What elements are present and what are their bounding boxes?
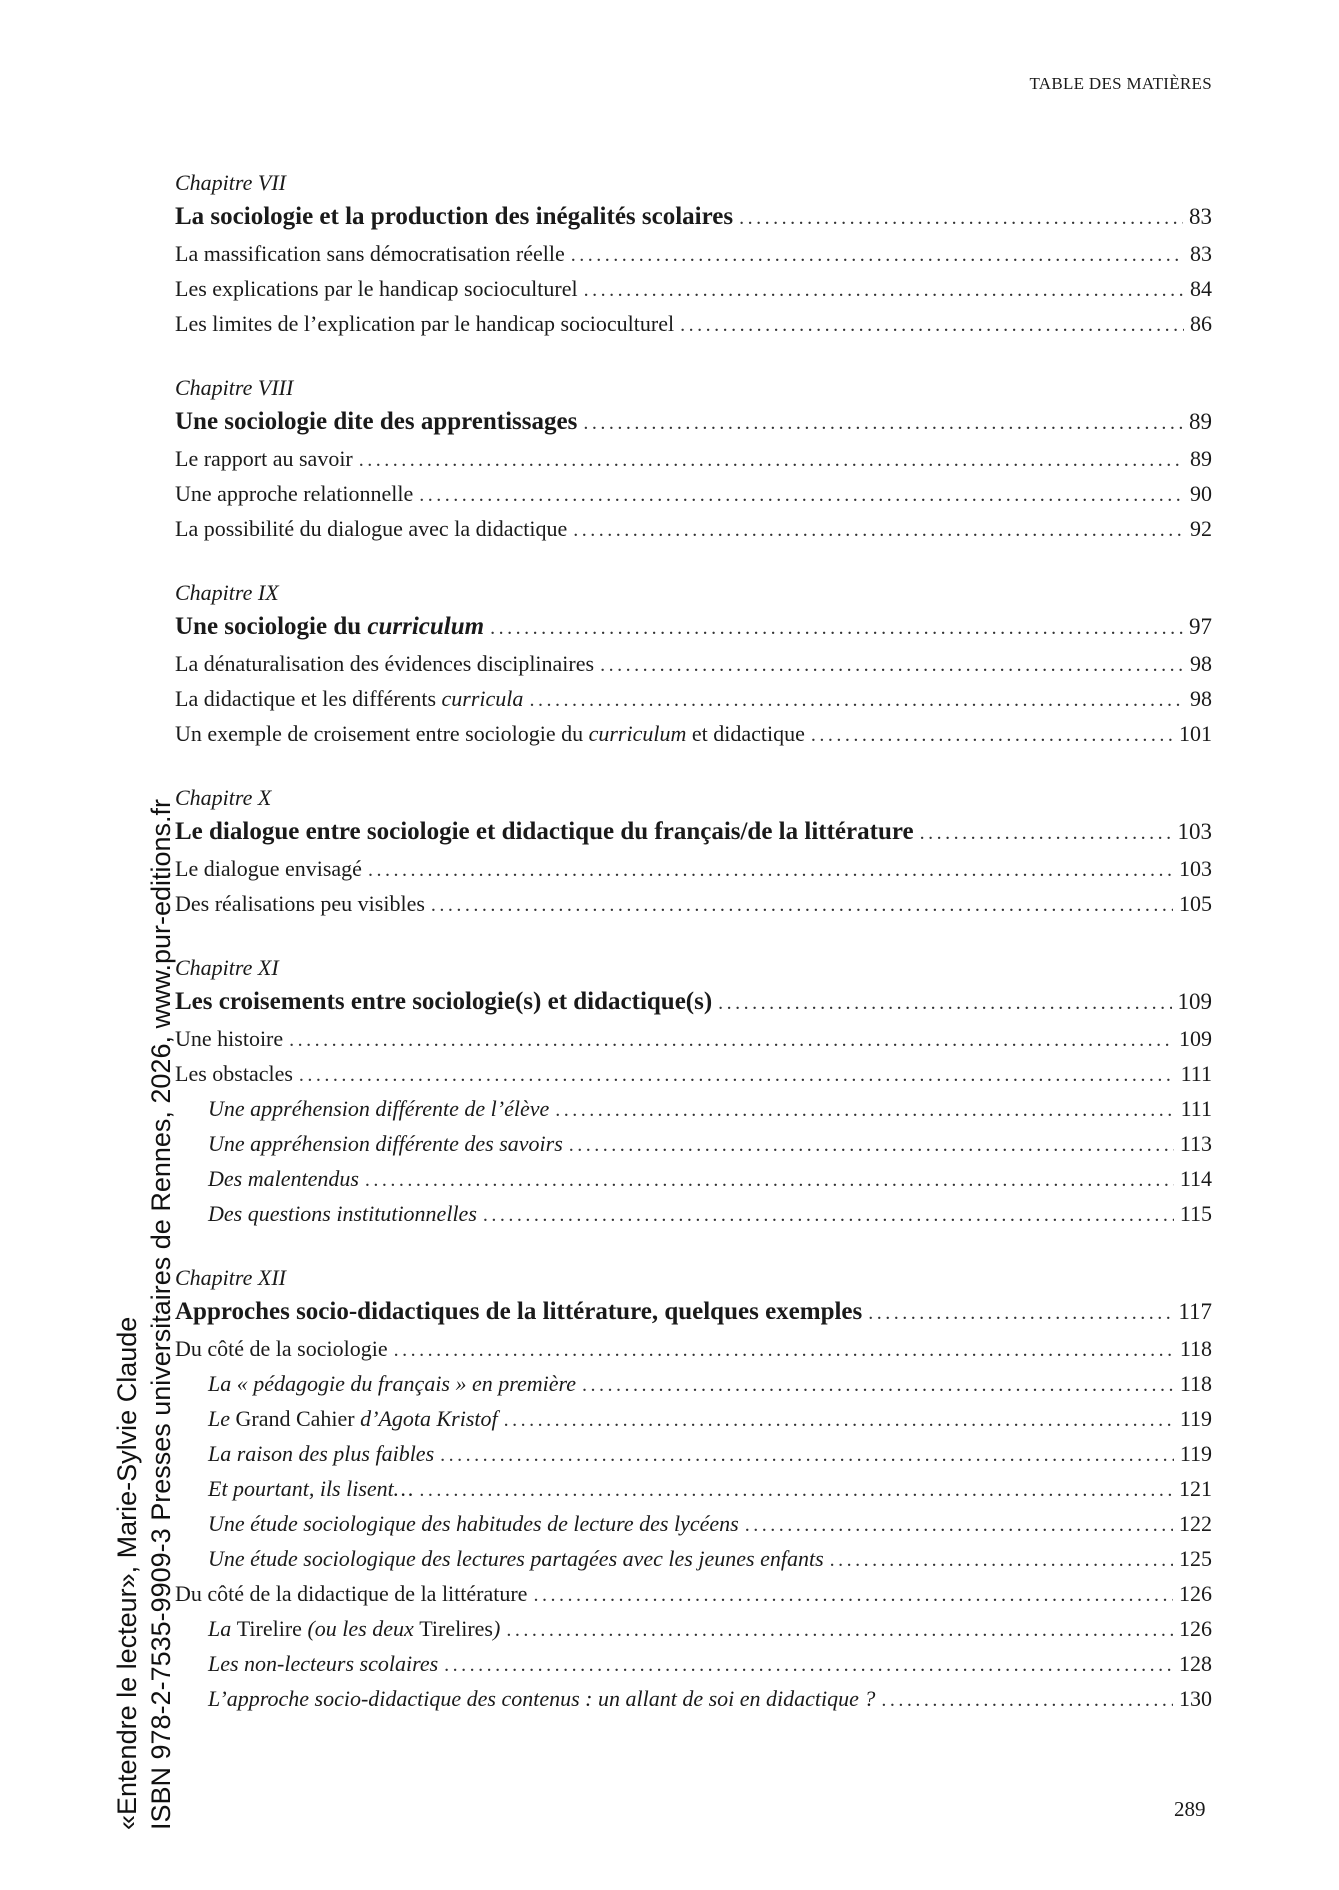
page-number: 117 xyxy=(1178,1299,1212,1324)
entry-title: La dénaturalisation des évidences disciplinaires xyxy=(175,651,595,676)
chapter-label: Chapitre X xyxy=(175,785,272,810)
page-number: 83 xyxy=(1190,241,1212,266)
dot-leader xyxy=(394,1333,1174,1368)
chapter-label: Chapitre VII xyxy=(175,170,286,195)
entry-title: Des questions institutionnelles xyxy=(208,1201,477,1226)
dot-leader xyxy=(739,199,1183,237)
entry-text: (ou les deux xyxy=(301,1616,420,1641)
page-number: 84 xyxy=(1190,276,1212,301)
toc-subentry[interactable] xyxy=(175,1646,1212,1681)
dot-leader xyxy=(811,718,1173,753)
entry-title: Une étude sociologique des habitudes de lecture des lycéens xyxy=(208,1511,739,1536)
chapter-title: Les croisements entre sociologie(s) et didactique(s) xyxy=(175,988,713,1015)
chapter-title-text: Une sociologie du xyxy=(175,613,368,640)
entry-text: d’Agota Kristof xyxy=(354,1406,498,1431)
toc-entry[interactable] xyxy=(175,886,1212,921)
entry-title xyxy=(208,1401,498,1436)
toc-entry[interactable] xyxy=(175,716,1212,751)
chapter-label: Chapitre XII xyxy=(175,1265,286,1290)
toc-entry[interactable] xyxy=(175,511,1212,546)
dot-leader xyxy=(299,1058,1175,1093)
dot-leader xyxy=(440,1438,1174,1473)
dot-leader xyxy=(745,1508,1173,1543)
dot-leader xyxy=(920,814,1172,852)
entry-title: Des malentendus xyxy=(208,1166,359,1191)
dot-leader xyxy=(569,1128,1174,1163)
toc-entry[interactable] xyxy=(175,646,1212,681)
page-number: 83 xyxy=(1189,204,1212,229)
toc-subentry[interactable] xyxy=(175,1126,1212,1161)
chapter-title xyxy=(175,608,484,646)
page-number: 109 xyxy=(1179,1026,1212,1051)
toc-entry[interactable] xyxy=(175,1576,1212,1611)
toc-subentry[interactable] xyxy=(175,1471,1212,1506)
toc-subentry[interactable] xyxy=(175,1366,1212,1401)
dot-leader xyxy=(573,513,1184,548)
dot-leader xyxy=(359,443,1184,478)
entry-title: Des réalisations peu visibles xyxy=(175,891,425,916)
chapter-title-emphasis: curriculum xyxy=(367,613,485,640)
table-of-contents xyxy=(175,168,1212,1748)
toc-subentry[interactable] xyxy=(175,1681,1212,1716)
toc-subentry[interactable] xyxy=(175,1401,1212,1436)
dot-leader xyxy=(506,1613,1173,1648)
entry-title: La raison des plus faibles xyxy=(208,1441,435,1466)
dot-leader xyxy=(830,1543,1173,1578)
entry-title: Et pourtant, ils lisent… xyxy=(208,1476,414,1501)
entry-title xyxy=(175,681,523,716)
page-number: 97 xyxy=(1189,614,1212,639)
page-number: 98 xyxy=(1190,686,1212,711)
dot-leader xyxy=(680,308,1184,343)
side-note-line: ISBN 978-2-7535-9909-3 Presses universitaires de Rennes, 2026, www.pur-editions.fr xyxy=(146,798,176,1830)
page-number: 109 xyxy=(1177,989,1212,1014)
page-number: 105 xyxy=(1179,891,1212,916)
page-number: 126 xyxy=(1179,1616,1212,1641)
page-number: 115 xyxy=(1179,1201,1212,1226)
page-number: 103 xyxy=(1179,856,1212,881)
dot-leader xyxy=(571,238,1184,273)
page-number: 119 xyxy=(1179,1441,1212,1466)
entry-emphasis: curricula xyxy=(441,686,524,711)
chapter-title-entry[interactable] xyxy=(175,983,1212,1021)
chapter-label: Chapitre XI xyxy=(175,955,279,980)
chapter-ix xyxy=(175,578,1212,751)
entry-title: La possibilité du dialogue avec la didactique xyxy=(175,516,568,541)
toc-entry[interactable] xyxy=(175,306,1212,341)
dot-leader xyxy=(490,609,1183,647)
entry-title: Les limites de l’explication par le handicap socioculturel xyxy=(175,311,675,336)
toc-entry[interactable] xyxy=(175,1021,1212,1056)
toc-subentry[interactable] xyxy=(175,1541,1212,1576)
dot-leader xyxy=(483,1198,1174,1233)
page-number: 113 xyxy=(1179,1131,1212,1156)
page-number: 118 xyxy=(1179,1336,1212,1361)
chapter-title-entry[interactable] xyxy=(175,608,1212,646)
dot-leader xyxy=(718,984,1171,1022)
page-number: 111 xyxy=(1180,1061,1212,1086)
chapter-x xyxy=(175,783,1212,921)
page-number: 118 xyxy=(1179,1371,1212,1396)
chapter-title-entry[interactable] xyxy=(175,198,1212,236)
entry-title: Le rapport au savoir xyxy=(175,446,353,471)
dot-leader xyxy=(419,478,1184,513)
dot-leader xyxy=(583,404,1183,442)
dot-leader xyxy=(582,1368,1174,1403)
entry-emphasis: Tirelires xyxy=(419,1616,493,1641)
running-head: TABLE DES MATIÈRES xyxy=(1029,74,1212,93)
page-number: 90 xyxy=(1190,481,1212,506)
chapter-xi xyxy=(175,953,1212,1231)
toc-entry[interactable] xyxy=(175,1331,1212,1366)
side-copyright-note xyxy=(110,799,178,1830)
toc-subentry[interactable] xyxy=(175,1611,1212,1646)
entry-text: La didactique et les différents xyxy=(175,686,442,711)
chapter-title-entry[interactable] xyxy=(175,1293,1212,1331)
toc-entry[interactable] xyxy=(175,476,1212,511)
entry-title: Une histoire xyxy=(175,1026,284,1051)
chapter-label: Chapitre IX xyxy=(175,580,279,605)
toc-entry[interactable] xyxy=(175,441,1212,476)
page-number: 86 xyxy=(1190,311,1212,336)
entry-title: Du côté de la sociologie xyxy=(175,1336,388,1361)
entry-text: La xyxy=(208,1616,237,1641)
entry-title: Les explications par le handicap socioculturel xyxy=(175,276,578,301)
entry-title: La « pédagogie du français » en première xyxy=(208,1371,577,1396)
entry-title xyxy=(175,716,805,751)
entry-text: ) xyxy=(492,1616,501,1641)
entry-title: Du côté de la didactique de la littérature xyxy=(175,1581,528,1606)
chapter-vii xyxy=(175,168,1212,341)
toc-subentry[interactable] xyxy=(175,1506,1212,1541)
dot-leader xyxy=(419,1473,1173,1508)
page-number: 89 xyxy=(1189,409,1212,434)
page-number: 111 xyxy=(1180,1096,1212,1121)
chapter-title: Le dialogue entre sociologie et didactique du français/de la littérature xyxy=(175,818,914,845)
entry-title: Une appréhension différente de l’élève xyxy=(208,1096,550,1121)
entry-title: Le dialogue envisagé xyxy=(175,856,362,881)
page-number: 122 xyxy=(1179,1511,1212,1536)
dot-leader xyxy=(868,1294,1172,1332)
entry-title: Les non-lecteurs scolaires xyxy=(208,1651,439,1676)
page-number: 128 xyxy=(1179,1651,1212,1676)
toc-subentry[interactable] xyxy=(175,1196,1212,1231)
entry-title: Une approche relationnelle xyxy=(175,481,414,506)
page-folio: 289 xyxy=(1174,1797,1206,1821)
dot-leader xyxy=(504,1403,1174,1438)
page-number: 92 xyxy=(1190,516,1212,541)
dot-leader xyxy=(881,1683,1173,1718)
dot-leader xyxy=(444,1648,1173,1683)
chapter-title: Une sociologie dite des apprentissages xyxy=(175,408,578,435)
entry-text: et didactique xyxy=(686,721,805,746)
toc-entry[interactable] xyxy=(175,681,1212,716)
toc-subentry[interactable] xyxy=(175,1091,1212,1126)
dot-leader xyxy=(533,1578,1173,1613)
entry-text: Un exemple de croisement entre sociologie du xyxy=(175,721,589,746)
entry-title: Une appréhension différente des savoirs xyxy=(208,1131,563,1156)
page-number: 114 xyxy=(1179,1166,1212,1191)
dot-leader xyxy=(600,648,1184,683)
page-number: 121 xyxy=(1179,1476,1212,1501)
page-number: 125 xyxy=(1179,1546,1212,1571)
chapter-xii xyxy=(175,1263,1212,1716)
page-number: 98 xyxy=(1190,651,1212,676)
page-number: 130 xyxy=(1179,1686,1212,1711)
chapter-title-entry[interactable] xyxy=(175,403,1212,441)
page-number: 101 xyxy=(1179,721,1212,746)
dot-leader xyxy=(368,853,1173,888)
dot-leader xyxy=(529,683,1184,718)
entry-title: La massification sans démocratisation réelle xyxy=(175,241,565,266)
chapter-title: Approches socio-didactiques de la littérature, quelques exemples xyxy=(175,1298,863,1325)
page-number: 89 xyxy=(1190,446,1212,471)
entry-emphasis: Grand Cahier xyxy=(235,1406,355,1431)
toc-subentry[interactable] xyxy=(175,1436,1212,1471)
dot-leader xyxy=(555,1093,1174,1128)
toc-entry[interactable] xyxy=(175,236,1212,271)
chapter-title: La sociologie et la production des inégalités scolaires xyxy=(175,203,734,230)
toc-entry[interactable] xyxy=(175,1056,1212,1091)
page-number: 119 xyxy=(1179,1406,1212,1431)
chapter-title-entry[interactable] xyxy=(175,813,1212,851)
page-number: 126 xyxy=(1179,1581,1212,1606)
entry-emphasis: Tirelire xyxy=(236,1616,302,1641)
entry-title: Les obstacles xyxy=(175,1061,293,1086)
dot-leader xyxy=(365,1163,1174,1198)
side-note-line: «Entendre le lecteur», Marie-Sylvie Claude xyxy=(112,1316,142,1830)
entry-text: Le xyxy=(208,1406,236,1431)
toc-subentry[interactable] xyxy=(175,1161,1212,1196)
dot-leader xyxy=(584,273,1184,308)
toc-entry[interactable] xyxy=(175,271,1212,306)
page-number: 103 xyxy=(1177,819,1212,844)
chapter-viii xyxy=(175,373,1212,546)
entry-title: L’approche socio-didactique des contenus : un allant de soi en didactique ? xyxy=(208,1686,876,1711)
toc-entry[interactable] xyxy=(175,851,1212,886)
entry-title: Une étude sociologique des lectures partagées avec les jeunes enfants xyxy=(208,1546,824,1571)
dot-leader xyxy=(289,1023,1173,1058)
entry-title xyxy=(208,1611,500,1646)
chapter-label: Chapitre VIII xyxy=(175,375,294,400)
dot-leader xyxy=(431,888,1173,923)
entry-emphasis: curriculum xyxy=(588,721,687,746)
